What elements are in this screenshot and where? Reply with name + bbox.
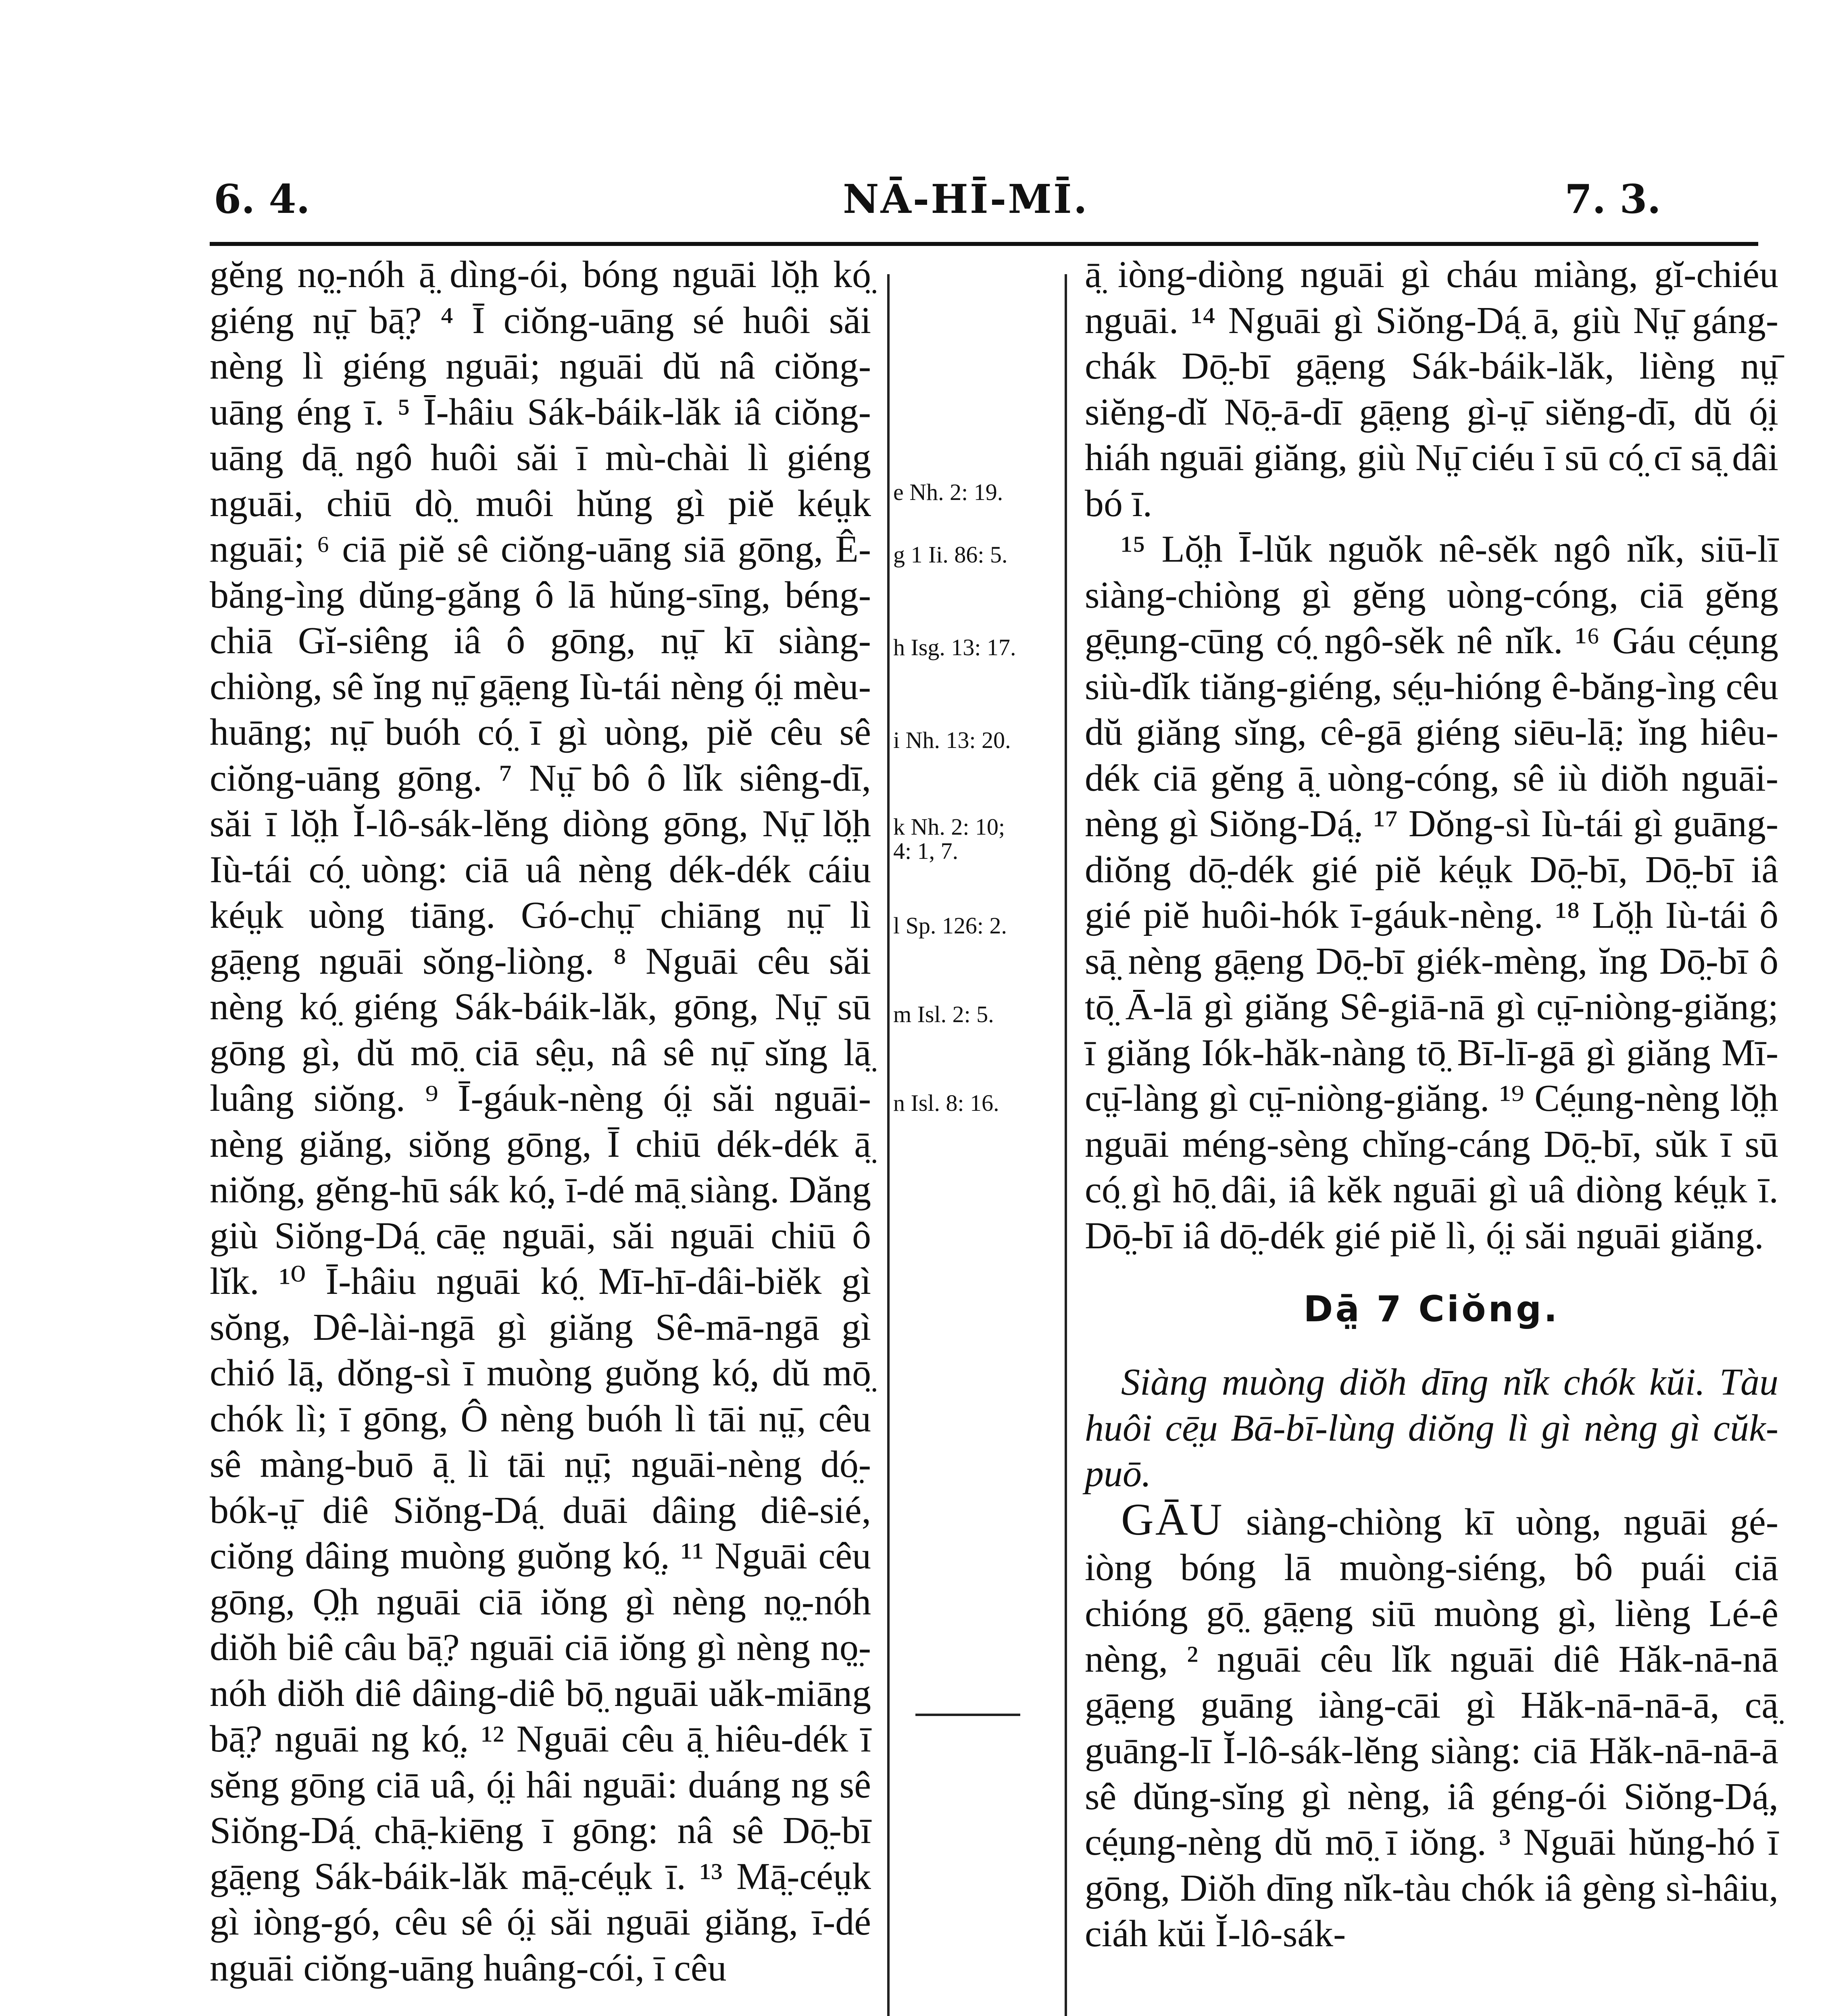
left-text-column: [210, 252, 871, 2016]
cross-reference: l Sp. 126: 2.: [893, 912, 1007, 939]
cross-reference: m Isl. 2: 5.: [893, 1001, 994, 1027]
cross-reference: 4: 1, 7.: [893, 838, 959, 864]
left-paragraph: gĕng nọ̤-nóh ā̤ dìng-ói, bóng nguāi lŏ̤h kó̤ giéng nṳ̄ bā̤? ⁴ Ī ciŏng-uāng sé huôi săi nèng lì giéng nguāi; nguāi dŭ nâ ciŏng-uāng éng ī. ⁵ Ī-hâiu Sák-báik-lăk iâ ciŏng-uāng dā̤ ngô huôi săi ī mù-chài lì giéng nguāi, chiū dò̤ muôi hŭng gì piĕ kéṳk nguāi; ⁶ ciā piĕ sê ciŏng-uāng siā gōng, Ê-băng-ìng dŭng-găng ô lā hŭng-sīng, béng-chiā Gĭ-siêng iâ ô gōng, nṳ̄ kī siàng-chiòng, sê ĭng nṳ̄ gā̤eng Iù-tái nèng ó̤i mèu-huāng; nṳ̄ buóh có̤ ī gì uòng, piĕ cêu sê ciŏng-uāng gōng. ⁷ Nṳ̄ bô ô lĭk siêng-dī, săi ī lŏ̤h Ĭ-lô-sák-lĕng diòng gōng, Nṳ̄ lŏ̤h Iù-tái có̤ uòng: ciā uâ nèng dék-dék cáiu kéṳk uòng tiāng. Gó-chṳ̄ chiāng nṳ̄ lì gā̤eng nguāi sŏng-liòng. ⁸ Nguāi cêu săi nèng kó̤ giéng Sák-báik-lăk, gōng, Nṳ̄ sū gōng gì, dŭ mō̤ ciā sê̤u, nâ sê nṳ̄ sĭng lā̤ luâng siŏng. ⁹ Ī-gáuk-nèng ó̤i săi nguāi-nèng giăng, siŏng gōng, Ī chiū dék-dék ā̤ niŏng, gĕng-hū sák kó̤, ī-dé mā̤ siàng. Dăng giù Siŏng-Dá̤ cāe̤ nguāi, săi nguāi chiū ô lĭk. ¹⁰ Ī-hâiu nguāi kó̤ Mī-hī-dâi-biĕk gì sŏng, Dê-lài-ngā gì giăng Sê-mā-ngā gì chió lā̤, dŏng-sì ī muòng guŏng kó̤, dŭ mō̤ chók lì; ī gōng, Ô nèng buóh lì tāi nṳ̄, cêu sê màng-buō ā̤ lì tāi nṳ̄; nguāi-nèng dó̤-bók-ṳ̄ diê Siŏng-Dá̤ duāi dâing diê-sié, ciŏng dâing muòng guŏng kó̤. ¹¹ Nguāi cêu gōng, Ọ̤h nguāi ciā iŏng gì nèng nọ̤-nóh diŏh biê câu bā̤? nguāi ciā iŏng gì nèng nọ̤-nóh diŏh diê dâing-diê bō̤ nguāi uăk-miāng bā̤? nguāi ng kó̤. ¹² Nguāi cêu ā̤ hiêu-dék ī sĕng gōng ciā uâ, ó̤i hâi nguāi: duáng ng sê Siŏng-Dá̤ chā̤-kiēng ī gōng: nâ sê Dō̤-bī gā̤eng Sák-báik-lăk mā̤-céṳk ī. ¹³ Mā̤-céṳk gì iòng-gó, cêu sê ó̤i săi nguāi giăng, ī-dé nguāi ciŏng-uāng huâng-cói, ī cêu: [210, 254, 871, 1989]
cross-reference: g 1 Ii. 86: 5.: [893, 541, 1008, 568]
header-rule: [210, 242, 1758, 246]
chapter-summary: Siàng muòng diŏh dīng nĭk chók kŭi. Tàu huôi cē̤u Bā-bī-lùng diŏng lì gì nèng gì cŭk-puō.: [1085, 1361, 1778, 1495]
cross-reference: e Nh. 2: 19.: [893, 479, 1003, 505]
right-paragraph: ¹⁵ Lŏ̤h Ī-lŭk nguŏk nê-sĕk ngô nĭk, siū-lī siàng-chiòng gì gĕng uòng-cóng, ciā gĕng gē̤ung-cūng có̤ ngô-sĕk nê nĭk. ¹⁶ Gáu cé̤ung siù-dĭk tiăng-giéng, sé̤u-hióng ê-băng-ìng cêu dŭ giăng sĭng, cê-gā giéng siēu-lā̤: ĭng hiêu-dék ciā gĕng ā̤ uòng-cóng, sê iù diŏh nguāi-nèng gì Siŏng-Dá̤. ¹⁷ Dŏng-sì Iù-tái gì guāng-diŏng dō̤-dék gié piĕ kéṳk Dō̤-bī, Dō̤-bī iâ gié piĕ huôi-hók ī-gáuk-nèng. ¹⁸ Lŏ̤h Iù-tái ô sā̤ nèng gā̤eng Dō̤-bī giék-mèng, ĭng Dō̤-bī ô tō̤ Ā-lā gì giăng Sê-giā-nā gì cṳ̄-niòng-giăng; ī giăng Iók-hăk-nàng tō̤ Bī-lī-gā gì giăng Mī-cṳ̄-làng gì cṳ̄-niòng-giăng. ¹⁹ Cé̤ung-nèng lŏ̤h nguāi méng-sèng chĭng-cáng Dō̤-bī, sŭk ī sū có̤ gì hō̤ dâi, iâ kĕk nguāi gì uâ diòng kéṳk ī. Dō̤-bī iâ dō̤-dék gié piĕ lì, ó̤i săi nguāi giăng.: [1085, 528, 1778, 1257]
cross-reference: k Nh. 2: 10;: [893, 814, 1005, 840]
header-right-reference: 7. 3.: [1565, 176, 1661, 223]
cross-reference: h Isg. 13: 17.: [893, 634, 1016, 660]
column-divider-right: [1065, 274, 1067, 2016]
chapter-opening-text: siàng-chiòng kī uòng, nguāi gé-iòng bóng lā muòng-siéng, bô puái ciā chióng gō̤ gā̤eng siū muòng gì, lièng Lé-ê nèng, ² nguāi cêu lĭk nguāi diê Hăk-nā-nā gā̤eng guāng iàng-cāi gì Hăk-nā-nā-ā, cā̤ guāng-lī Ĭ-lô-sák-lĕng siàng: ciā Hăk-nā-nā-ā sê dŭng-sĭng gì nèng, iâ géng-ói Siŏng-Dá̤, cé̤ung-nèng dŭ mō̤ ī iŏng. ³ Nguāi hŭng-hó ī gōng, Diŏh dīng nĭk-tàu chók iâ gèng sì-hâiu, ciáh kŭi Ĭ-lô-sák-: [1085, 1501, 1778, 1955]
header-book-title: NĀ-HĪ-MĪ.: [843, 176, 1089, 223]
right-text-column: [1085, 252, 1778, 2016]
chapter-heading: Dā̤ 7 Ciŏng.: [1303, 1288, 1560, 1330]
right-paragraph: ā̤ iòng-diòng nguāi gì cháu miàng, gĭ-chiéu nguāi. ¹⁴ Nguāi gì Siŏng-Dá̤ ā, giù Nṳ̄ gáng-chák Dō̤-bī gā̤eng Sák-báik-lăk, lièng nṳ̄ siĕng-dĭ Nō̤-ā-dī gā̤eng gì-ṳ̄ siĕng-dī, dŭ ó̤i hiáh nguāi giăng, giù Nṳ̄ ciéu ī sū có̤ cī sā̤ dâi bó ī.: [1085, 254, 1778, 525]
chapter-opening-paragraph: [1085, 1494, 1778, 1957]
chapter-opening-word: GĀU: [1121, 1494, 1224, 1545]
cross-reference: i Nh. 13: 20.: [893, 727, 1011, 753]
column-divider-left: [887, 274, 890, 2016]
cross-reference: n Isl. 8: 16.: [893, 1090, 999, 1116]
header-left-reference: 6. 4.: [214, 176, 310, 223]
cross-reference-separator: [915, 1714, 1020, 1716]
